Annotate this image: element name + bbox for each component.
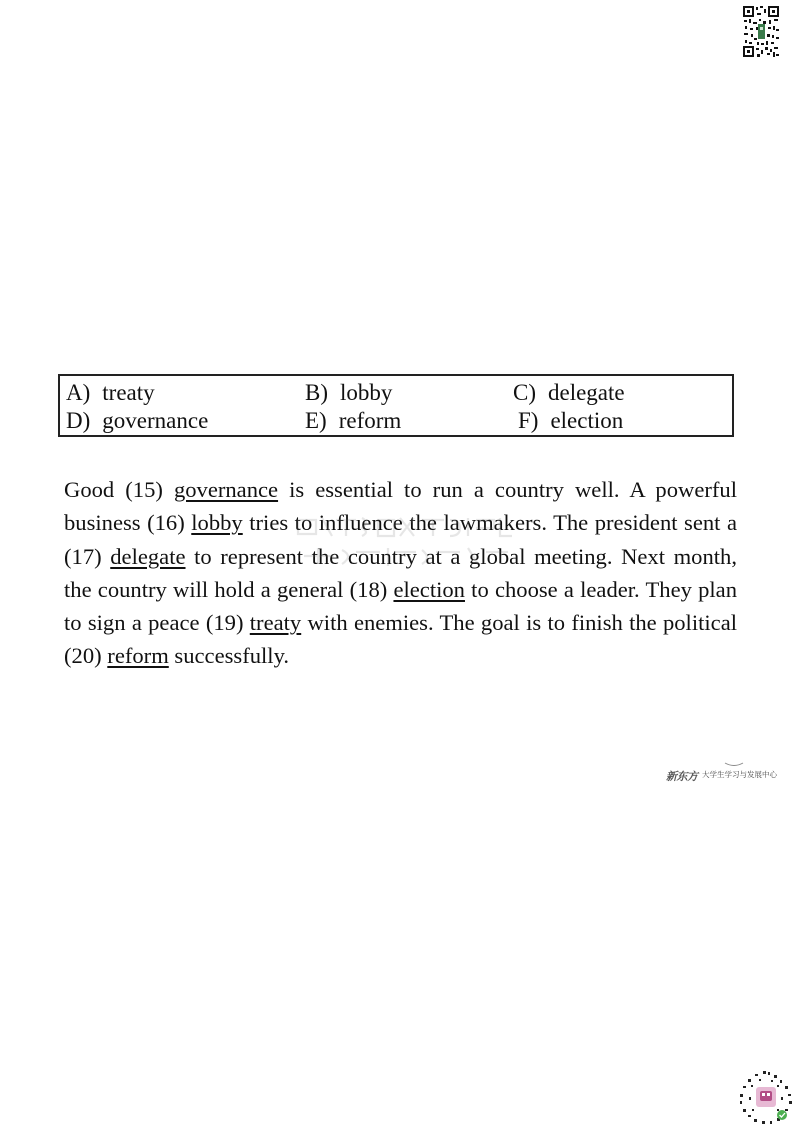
- answer-15: governance: [173, 477, 279, 502]
- qr-code-bottom-icon: [737, 1069, 795, 1127]
- option-word: treaty: [102, 380, 155, 405]
- option-d: [66, 407, 208, 435]
- option-a: [66, 379, 155, 407]
- answer-20: reform: [107, 643, 169, 669]
- option-letter: A): [66, 380, 91, 405]
- logo-brand: 新东方: [666, 771, 698, 783]
- option-word: reform: [338, 408, 402, 433]
- logo-arc-icon: [724, 762, 744, 768]
- option-word: delegate: [548, 380, 625, 405]
- option-letter: C): [513, 380, 536, 405]
- answer-17: delegate: [110, 543, 186, 569]
- option-letter: F): [518, 408, 539, 433]
- logo-text: 大学生学习与发展中心: [702, 770, 777, 779]
- option-f: [518, 407, 623, 435]
- option-word: governance: [102, 408, 209, 433]
- answer-19: treaty: [249, 610, 302, 636]
- option-e: [305, 407, 401, 435]
- word-bank-box: [58, 374, 734, 437]
- option-c: [513, 379, 625, 407]
- passage-text: successfully.: [168, 643, 290, 669]
- passage-text: is essential to run a country well. A powerful business (16): [64, 477, 737, 536]
- cloze-passage: [64, 473, 737, 673]
- option-word: lobby: [340, 380, 393, 405]
- answer-16: lobby: [191, 510, 243, 536]
- qr-code-top-icon: [742, 5, 780, 58]
- passage-text: to represent the country at a global meeting. Next month, the country will hold a general (18): [64, 543, 737, 602]
- option-letter: D): [66, 408, 91, 433]
- passage-text: with enemies. The goal is to finish the political (20): [64, 610, 738, 669]
- option-letter: E): [305, 408, 327, 433]
- passage-text: to choose a leader. They plan to sign a peace (19): [64, 576, 738, 636]
- answer-18: election: [393, 576, 465, 602]
- option-word: election: [550, 408, 624, 433]
- passage-text: Good (15): [64, 477, 174, 502]
- option-letter: B): [305, 380, 328, 405]
- option-b: [305, 379, 392, 407]
- passage-text: tries to influence the lawmakers. The president sent a (17): [64, 510, 737, 569]
- publisher-logo: [666, 762, 790, 786]
